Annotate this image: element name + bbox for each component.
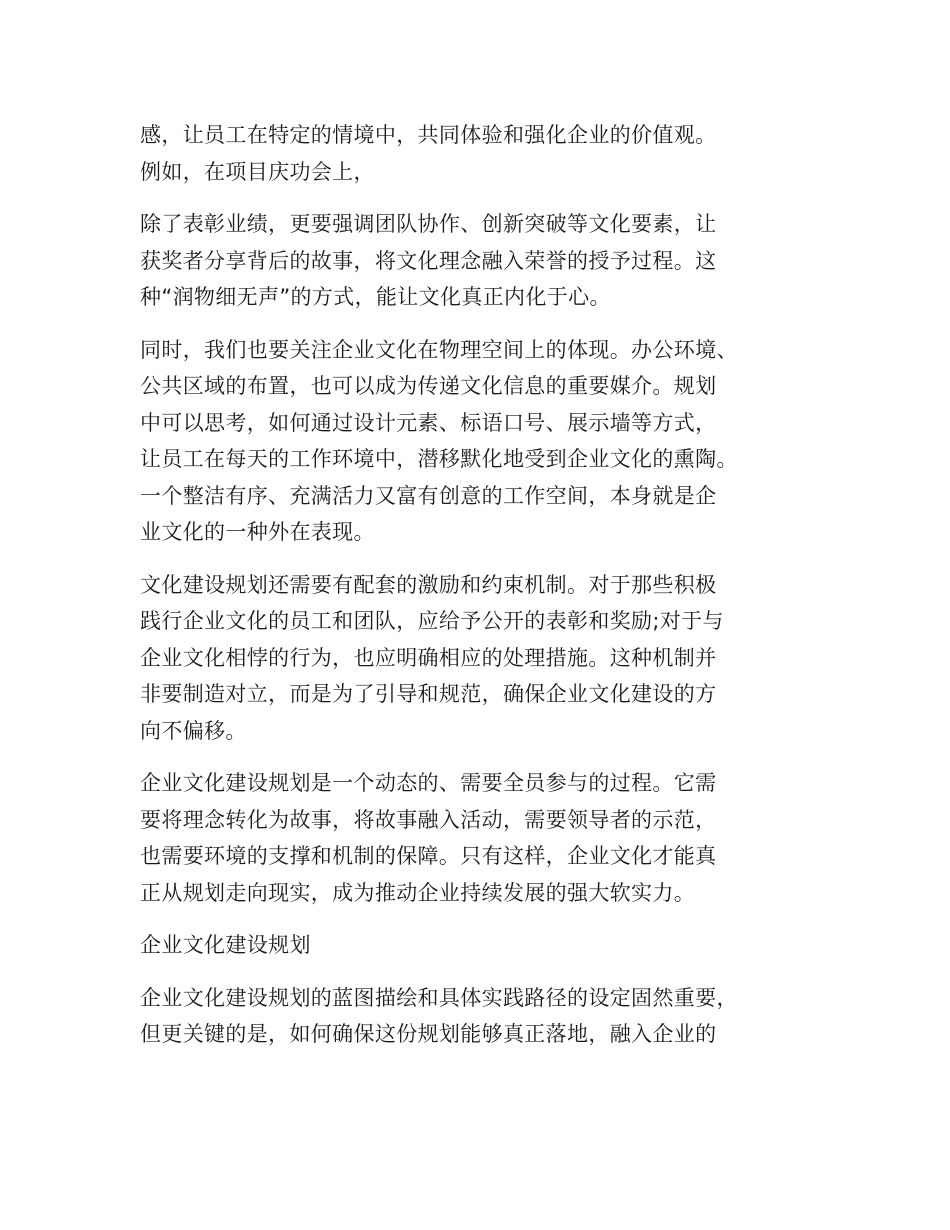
paragraph-6 [140, 980, 808, 1053]
text-line: 中可以思考，如何通过设计元素、标语口号、展示墙等方式， [140, 410, 717, 435]
paragraph-3 [140, 332, 808, 551]
paragraph-4 [140, 567, 808, 750]
text-line: 例如，在项目庆功会上， [140, 159, 375, 184]
text-line: 种“润物细无声”的方式，能让文化真正内化于心。 [140, 285, 611, 309]
text-line: 感，让员工在特定的情境中，共同体验和强化企业的价值观。 [140, 123, 717, 147]
text-line: 正从规划走向现实，成为推动企业持续发展的强大软实力。 [140, 880, 696, 905]
text-line: 要将理念转化为故事，将故事融入活动，需要领导者的示范， [140, 807, 717, 832]
paragraph-1 [140, 117, 808, 190]
text-line: 非要制造对立，而是为了引导和规范，确保企业文化建设的方 [140, 682, 717, 706]
text-line: 同时，我们也要关注企业文化在物理空间上的体现。办公环境、 [140, 337, 738, 362]
text-line: 企业文化建设规划是一个动态的、需要全员参与的过程。它需 [140, 771, 717, 795]
text-line: 获奖者分享背后的故事，将文化理念融入荣誉的授予过程。这 [140, 248, 717, 273]
text-line: 向不偏移。 [140, 718, 247, 743]
paragraph-5 [140, 765, 808, 911]
text-line: 企业文化建设规划的蓝图描绘和具体实践路径的设定固然重要， [140, 985, 738, 1010]
text-line: 文化建设规划还需要有配套的激励和约束机制。对于那些积极 [140, 572, 717, 597]
text-line: 一个整洁有序、充满活力又富有创意的工作空间，本身就是企 [140, 483, 717, 508]
text-line: 但更关键的是，如何确保这份规划能够真正落地，融入企业的 [140, 1022, 717, 1046]
text-line: 践行企业文化的员工和团队，应给予公开的表彰和奖励;对于与 [140, 609, 724, 633]
heading-text: 企业文化建设规划 [140, 933, 311, 957]
text-line: 公共区域的布置，也可以成为传递文化信息的重要媒介。规划 [140, 374, 717, 398]
section-heading [140, 927, 808, 964]
text-line: 除了表彰业绩，更要强调团队协作、创新突破等文化要素，让 [140, 212, 717, 236]
text-line: 企业文化相悖的行为，也应明确相应的处理措施。这种机制并 [140, 645, 717, 670]
paragraph-2 [140, 206, 808, 316]
document-body [140, 117, 808, 1069]
text-line: 让员工在每天的工作环境中，潜移默化地受到企业文化的熏陶。 [140, 447, 738, 471]
text-line: 也需要环境的支撑和机制的保障。只有这样，企业文化才能真 [140, 844, 717, 868]
text-line: 业文化的一种外在表现。 [140, 520, 375, 544]
